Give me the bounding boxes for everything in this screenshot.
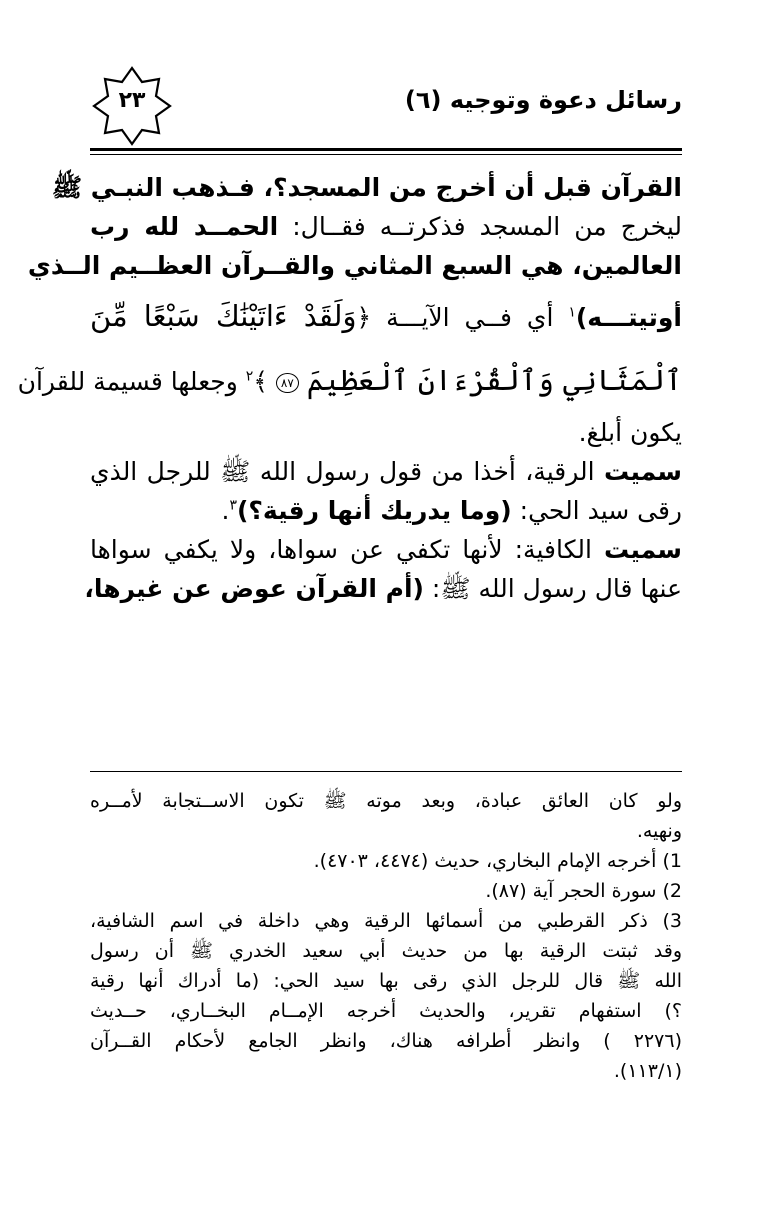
footnote-line: وقد ثبتت الرقية بها من حديث أبي سعيد الخدري ﷺ أن رسول bbox=[90, 940, 682, 962]
footnote-rule bbox=[90, 771, 682, 772]
page-number: ٢٣ bbox=[118, 88, 146, 113]
main-line: رقى سيد الحي: (وما يدريك أنها رقية؟)$^٣$. bbox=[221, 496, 682, 525]
main-line: القرآن قبل أن أخرج من المسجد؟، فـذهب النبـي ﷺ bbox=[51, 173, 682, 202]
main-line: أوتيتـــه)$^١$ أي فــي الآيـــة ﴿وَلَقَدْ ءَاتَيْنَٰكَ سَبْعًا مِّنَ bbox=[90, 299, 682, 333]
main-line: العالمين، هي السبع المثاني والقــرآن العظــيم الــذي bbox=[27, 251, 682, 280]
main-text bbox=[17, 168, 682, 608]
page-header bbox=[90, 64, 682, 152]
main-line: يكون أبلغ. bbox=[578, 418, 682, 447]
footnotes bbox=[90, 786, 682, 1086]
footnote-line: 3) ذكر القرطبي من أسمائها الرقية وهي داخلة في اسم الشافية، bbox=[90, 910, 682, 932]
footnote-line: (١١٣/١). bbox=[613, 1060, 682, 1082]
verse-number-marker: ٨٧ bbox=[276, 373, 299, 393]
footnote-line: (٢٢٧٦ ) وانظر أطرافه هناك، وانظر الجامع لأحكام القــرآن bbox=[90, 1030, 682, 1052]
footnote-line: ؟) استفهام تقرير، والحديث أخرجه الإمــام البخــاري، حــديث bbox=[90, 1000, 682, 1022]
footnote-ref: ١ bbox=[568, 304, 576, 321]
footnote-line: الله ﷺ قال للرجل الذي رقى بها سيد الحي: (ما أدراك أنها رقية bbox=[90, 970, 682, 992]
header-rule-thin bbox=[90, 154, 682, 155]
quran-verse: وَلَقَدْ ءَاتَيْنَٰكَ سَبْعًا مِّنَ bbox=[90, 299, 357, 333]
quran-verse: ٱلْمَثَانِي وَٱلْقُرْءَانَ ٱلْعَظِيمَ bbox=[306, 363, 682, 397]
footnote-ref: ٢ bbox=[245, 368, 254, 385]
main-line: سميت الرقية، أخذا من قول رسول الله ﷺ للرجل الذي bbox=[90, 457, 682, 486]
main-line: سميت الكافية: لأنها تكفي عن سواها، ولا يكفي سواها bbox=[90, 535, 682, 564]
header-rule-thick bbox=[90, 148, 682, 151]
footnote-line: ونهيه. bbox=[636, 820, 682, 842]
main-line: عنها قال رسول الله ﷺ: (أم القرآن عوض عن غيرها، bbox=[84, 574, 682, 603]
footnote-ref: ٣ bbox=[229, 497, 237, 514]
footnote-line: 1) أخرجه الإمام البخاري، حديث (٤٤٧٤، ٤٧٠٣). bbox=[313, 850, 682, 872]
footnote-line: ولو كان العائق عبادة، وبعد موته ﷺ تكون الاســتجابة لأمــره bbox=[90, 790, 682, 812]
footnote-line: 2) سورة الحجر آية (٨٧). bbox=[485, 880, 682, 902]
running-title: رسائل دعوة وتوجيه (٦) bbox=[404, 86, 682, 114]
main-line: ٱلْمَثَانِي وَٱلْقُرْءَانَ ٱلْعَظِيمَ ٨٧ ﴾$^٢$ وجعلها قسيمة للقرآن bbox=[17, 363, 682, 397]
main-line: ليخرج من المسجد فذكرتــه فقــال: الحمــد لله رب bbox=[90, 212, 682, 241]
